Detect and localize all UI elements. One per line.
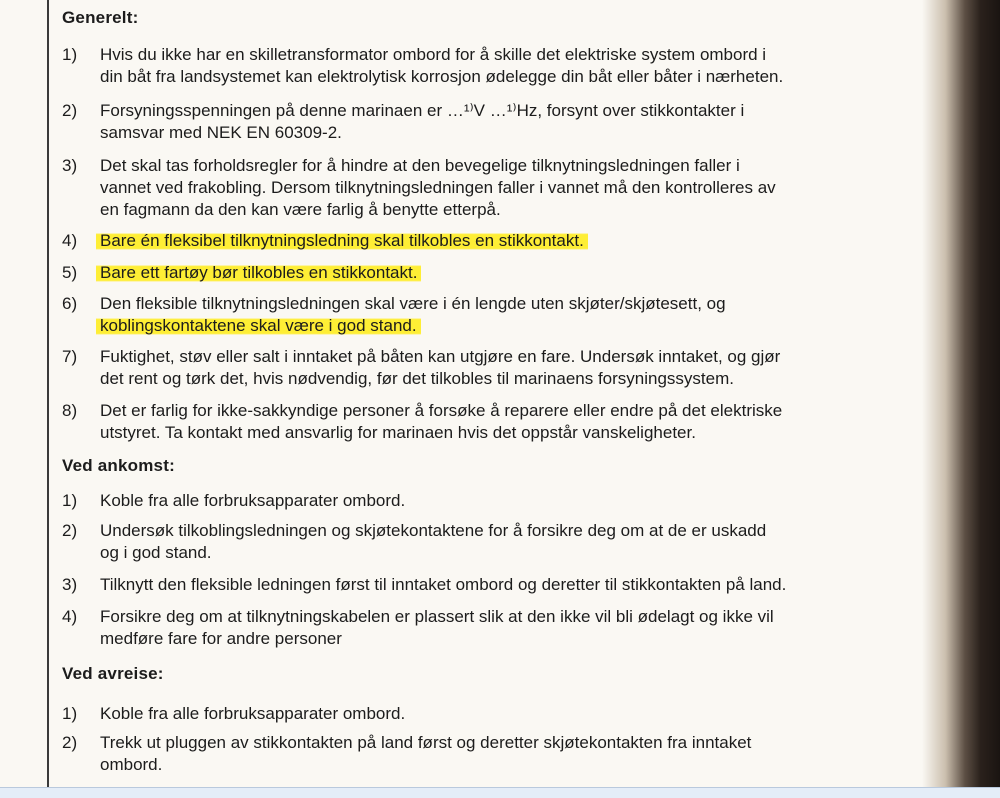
item-number: 8) bbox=[62, 401, 78, 420]
item-text bbox=[100, 606, 920, 650]
text-line: Trekk ut pluggen av stikkontakten på land først og deretter skjøtekontakten fra inntaket bbox=[100, 733, 752, 752]
text-line: Den fleksible tilknytningsledningen skal være i én lengde uten skjøter/skjøtesett, og bbox=[100, 294, 726, 313]
item-number: 4) bbox=[62, 231, 78, 250]
item-number: 2) bbox=[62, 101, 78, 120]
item-text bbox=[100, 44, 920, 88]
item-text bbox=[100, 346, 920, 390]
viewer-bottom-bar bbox=[0, 787, 1000, 798]
text-line: Det skal tas forholdsregler for å hindre at den bevegelige tilknytningsledningen faller i bbox=[100, 156, 740, 175]
item-number: 1) bbox=[62, 45, 78, 64]
item-number: 6) bbox=[62, 294, 78, 313]
text-line: din båt fra landsystemet kan elektrolytisk korrosjon ødelegge din båt eller båter i nærheten. bbox=[100, 67, 784, 86]
text-line: medføre fare for andre personer bbox=[100, 629, 342, 648]
text-line: Koble fra alle forbruksapparater ombord. bbox=[100, 704, 406, 723]
book-spine-shadow bbox=[922, 0, 1000, 790]
item-number: 3) bbox=[62, 575, 78, 594]
text-line: ombord. bbox=[100, 755, 163, 774]
text-line: Tilknytt den fleksible ledningen først til inntaket ombord og deretter til stikkontakten på land. bbox=[100, 575, 787, 594]
item-number: 7) bbox=[62, 347, 78, 366]
item-text bbox=[100, 520, 920, 564]
item-text bbox=[100, 262, 920, 284]
text-line: og i god stand. bbox=[100, 543, 212, 562]
item-text bbox=[100, 732, 920, 776]
item-number: 4) bbox=[62, 607, 78, 626]
text-line: en fagmann da den kan være farlig å benytte etterpå. bbox=[100, 200, 501, 219]
item-text bbox=[100, 293, 920, 337]
item-number: 2) bbox=[62, 521, 78, 540]
item-number: 5) bbox=[62, 263, 78, 282]
text-line: Hvis du ikke har en skilletransformator ombord for å skille det elektriske system ombord i bbox=[100, 45, 767, 64]
heading-ankomst: Ved ankomst: bbox=[62, 456, 175, 475]
text-line: utstyret. Ta kontakt med ansvarlig for marinaen hvis det oppstår vanskeligheter. bbox=[100, 423, 696, 442]
text-line: Koble fra alle forbruksapparater ombord. bbox=[100, 491, 406, 510]
text-line: Fuktighet, støv eller salt i inntaket på båten kan utgjøre en fare. Undersøk inntaket, og gjør bbox=[100, 347, 781, 366]
item-number: 1) bbox=[62, 491, 78, 510]
text-line: samsvar med NEK EN 60309-2. bbox=[100, 123, 342, 142]
item-text bbox=[100, 155, 920, 221]
item-text bbox=[100, 100, 920, 144]
text-line: det rent og tørk det, hvis nødvendig, før det tilkobles til marinaens forsyningssystem. bbox=[100, 369, 734, 388]
item-text bbox=[100, 400, 920, 444]
highlighted-text: koblingskontaktene skal være i god stand. bbox=[96, 316, 421, 335]
text-line: Det er farlig for ikke-sakkyndige personer å forsøke å reparere eller endre på det elektriske bbox=[100, 401, 783, 420]
item-text bbox=[100, 703, 920, 725]
highlighted-text: Bare ett fartøy bør tilkobles en stikkontakt. bbox=[96, 263, 421, 282]
item-text bbox=[100, 230, 920, 252]
item-text bbox=[100, 574, 920, 596]
item-number: 3) bbox=[62, 156, 78, 175]
margin-rule bbox=[47, 0, 49, 798]
item-text bbox=[100, 490, 920, 512]
text-line: Forsyningsspenningen på denne marinaen er …¹⁾V …¹⁾Hz, forsynt over stikkontakter i bbox=[100, 101, 745, 120]
text-line: Forsikre deg om at tilknytningskabelen er plassert slik at den ikke vil bli ødelagt og ikke vil bbox=[100, 607, 774, 626]
highlighted-text: Bare én fleksibel tilknytningsledning skal tilkobles en stikkontakt. bbox=[96, 231, 588, 250]
text-line: vannet ved frakobling. Dersom tilknytningsledningen faller i vannet må den kontrolleres av bbox=[100, 178, 776, 197]
heading-avreise: Ved avreise: bbox=[62, 664, 164, 683]
heading-generelt: Generelt: bbox=[62, 8, 139, 27]
item-number: 2) bbox=[62, 733, 78, 752]
item-number: 1) bbox=[62, 704, 78, 723]
text-line: Undersøk tilkoblingsledningen og skjøtekontaktene for å forsikre deg om at de er uskadd bbox=[100, 521, 767, 540]
